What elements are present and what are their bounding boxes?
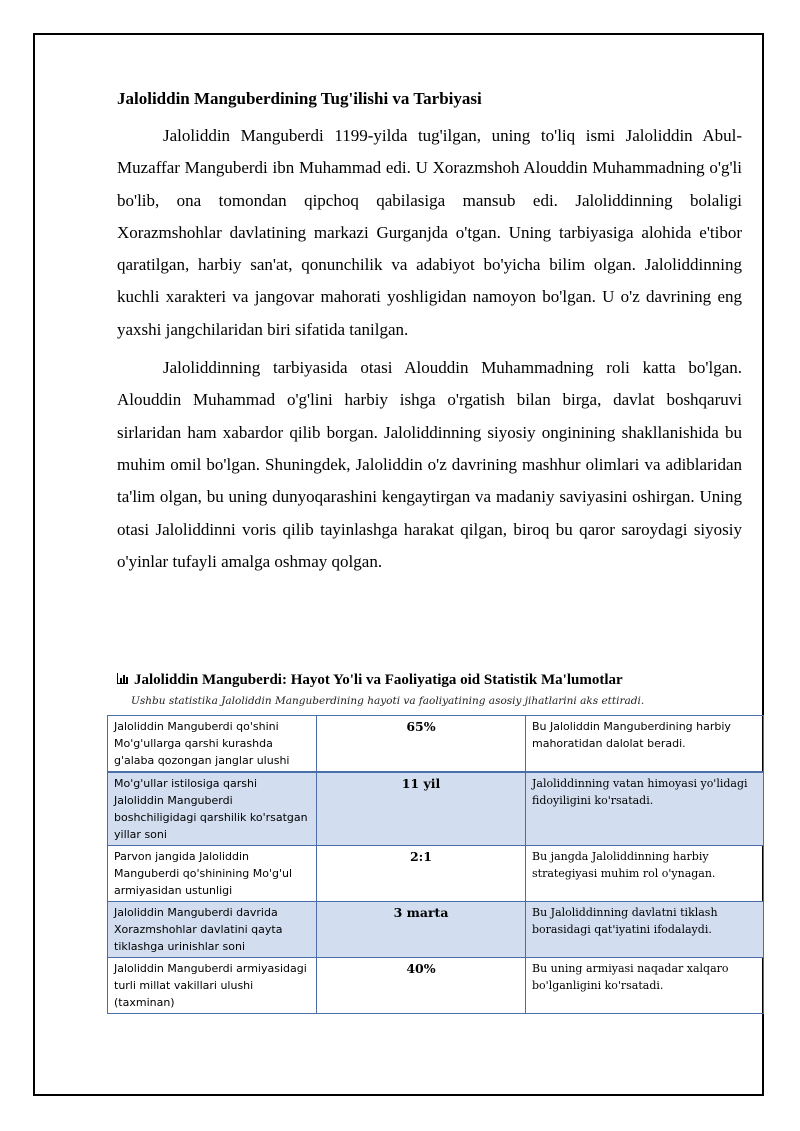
table-row: [108, 772, 764, 846]
table-row: [108, 958, 764, 1014]
row-note: Bu jangda Jaloliddinning harbiy strategiyasi muhim rol o'ynagan.: [526, 846, 764, 902]
row-note: Bu Jaloliddinning davlatni tiklash borasidagi qat'iyatini ifodalaydi.: [526, 902, 764, 958]
paragraph-birth: Jaloliddin Manguberdi 1199-yilda tug'ilgan, uning to'liq ismi Jaloliddin Abul-Muzaffar Manguberdi ibn Muhammad edi. U Xorazmshoh Alouddin Muhammadning o'g'li bo'lib, ona tomondan qipchoq qabilasiga mansub edi. Jaloliddinning bolaligi Xorazmshohlar davlatining markazi Gurganjda o'tgan. Uning tarbiyasiga alohida e'tibor qaratilgan, harbiy san'at, qonunchilik va adabiyot bo'yicha bilim olgan. Jaloliddinning kuchli xarakteri va jangovar mahorati yoshligidan namoyon bo'lgan. U o'z davrining eng yaxshi jangchilaridan biri sifatida tanilgan.: [117, 126, 742, 339]
statistics-title: [117, 668, 765, 692]
statistics-section: [107, 668, 765, 1014]
paragraph-upbringing: Jaloliddinning tarbiyasida otasi Alouddin Muhammadning roli katta bo'lgan. Alouddin Muhammad o'g'lini harbiy ishga o'rgatish bilan birga, davlat boshqaruvi sirlaridan ham xabardor qilib borgan. Jaloliddinning siyosiy onginining shakllanishida bu muhim omil bo'lgan. Shuningdek, Jaloliddin o'z davrining mashhur olimlari va adiblaridan ta'lim olgan, bu uning dunyoqarashini kengaytirgan va madaniy saviyasini oshirgan. Uning otasi Jaloliddinni voris qilib tayinlashga harakat qilgan, biroq bu qaror saroydagi siyosiy o'yinlar tufayli amalga oshmay qolgan.: [117, 358, 742, 571]
table-row: [108, 902, 764, 958]
row-label: Jaloliddin Manguberdi armiyasidagi turli millat vakillari ulushi (taxminan): [108, 958, 317, 1014]
row-note: Bu Jaloliddin Manguberdining harbiy mahoratidan dalolat beradi.: [526, 716, 764, 773]
statistics-title-text: Jaloliddin Manguberdi: Hayot Yo'li va Faoliyatiga oid Statistik Ma'lumotlar: [134, 672, 623, 688]
row-label: Jaloliddin Manguberdi qo'shini Mo'g'ullarga qarshi kurashda g'alaba qozongan janglar ulushi: [108, 716, 317, 773]
row-value: 3 marta: [317, 902, 526, 958]
row-value: 2:1: [317, 846, 526, 902]
row-value: 65%: [317, 716, 526, 773]
row-value: 11 yil: [317, 772, 526, 846]
row-note: Bu uning armiyasi naqadar xalqaro bo'lganligini ko'rsatadi.: [526, 958, 764, 1014]
row-label: Mo'g'ullar istilosiga qarshi Jaloliddin Manguberdi boshchiligidagi qarshilik ko'rsatgan yillar soni: [108, 772, 317, 846]
row-value: 40%: [317, 958, 526, 1014]
row-note: Jaloliddinning vatan himoyasi yo'lidagi fidoyiligini ko'rsatadi.: [526, 772, 764, 846]
table-row: [108, 846, 764, 902]
section-heading: Jaloliddin Manguberdining Tug'ilishi va Tarbiyasi: [117, 89, 482, 108]
row-label: Jaloliddin Manguberdi davrida Xorazmshohlar davlatini qayta tiklashga urinishlar soni: [108, 902, 317, 958]
bar-chart-icon: [117, 673, 128, 684]
row-label: Parvon jangida Jaloliddin Manguberdi qo'shinining Mo'g'ul armiyasidan ustunligi: [108, 846, 317, 902]
document-body: [117, 86, 742, 584]
statistics-table: [107, 715, 764, 1014]
statistics-subtitle: Ushbu statistika Jaloliddin Manguberdining hayoti va faoliyatining asosiy jihatlarini aks ettiradi.: [131, 695, 645, 707]
table-row: [108, 716, 764, 773]
